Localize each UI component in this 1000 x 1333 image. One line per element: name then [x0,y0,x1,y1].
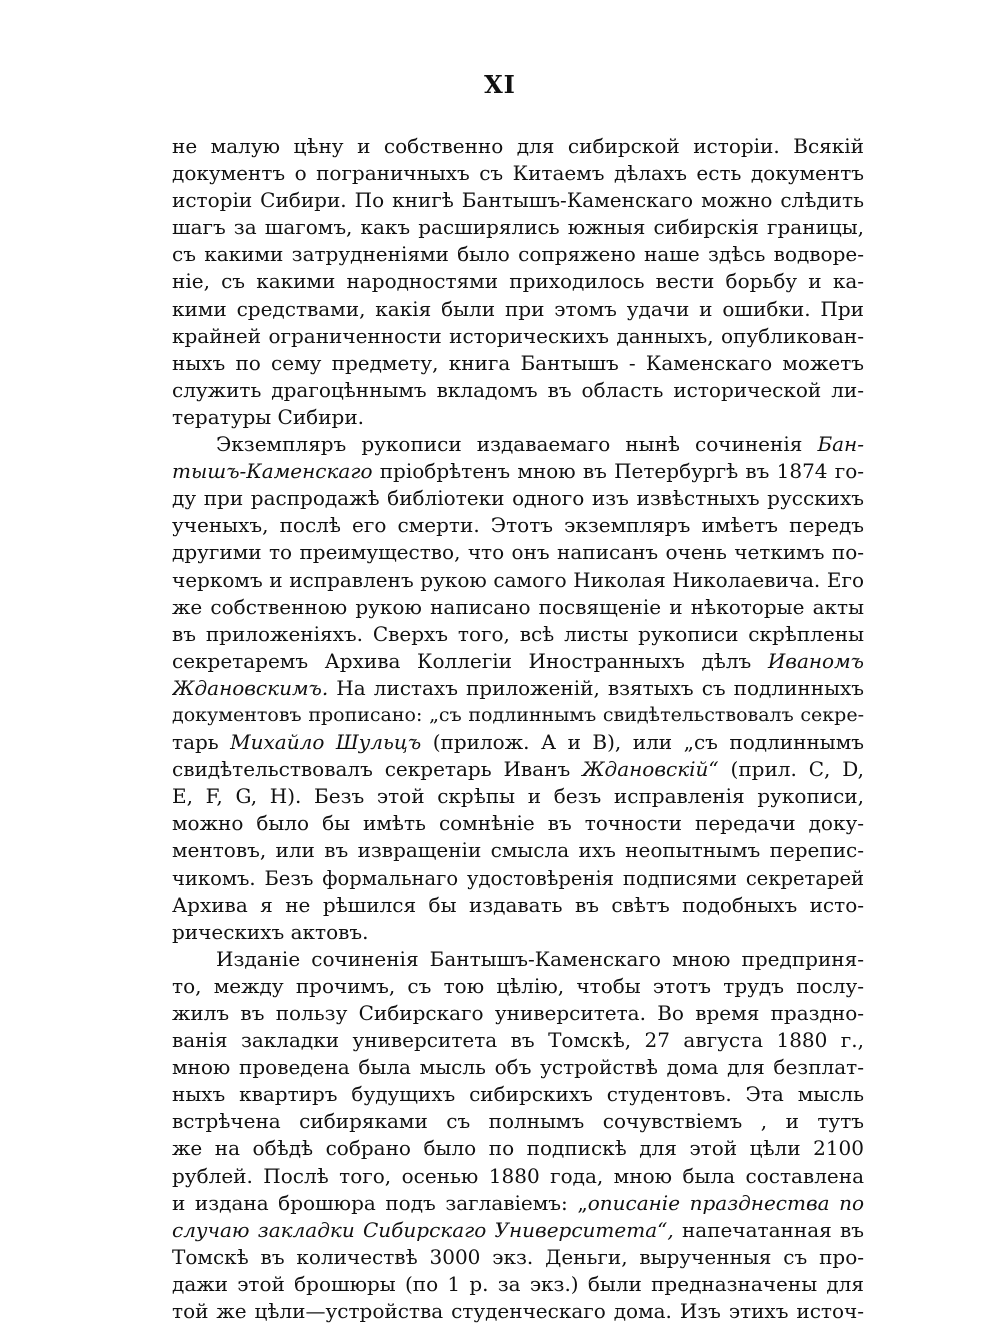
text-line: шагъ за шагомъ, какъ расширялись южныя сибирскія границы, [172,215,864,240]
text-line: тарь Михайло Шульцъ (прилож. А и В), или „съ подлиннымъ [172,730,864,755]
text-line: Томскѣ въ количествѣ 3000 экз. Деньги, вырученныя съ про- [172,1244,864,1269]
text-line: той же цѣли—устройства студенческаго дома. Изъ этихъ источ- [172,1299,864,1324]
text-line: Изданіе сочиненія Бантышъ-Каменскаго мною предприня- [216,946,864,971]
page-number: XI [484,70,516,99]
text-line: случаю закладки Сибирскаго Университета“, напечатанная въ [172,1217,864,1242]
text-line: встрѣчена сибиряками съ полнымъ сочувствіемъ , и тутъ [172,1109,864,1134]
italic-text: Ждановскимъ. [172,675,329,700]
text-line: секретаремъ Архива Коллегіи Иностранныхъ дѣлъ Иваномъ [172,648,864,673]
text-line: ментовъ, или въ извращеніи смысла ихъ неопытнымъ перепис- [172,838,864,863]
italic-text: Михайло Шульцъ [230,730,422,755]
text-line: свидѣтельствовалъ секретарь Иванъ Ждановскій“ (прил. С, D, [172,757,864,782]
text-line: ныхъ по сему предмету, книга Бантышъ - Каменскаго можетъ [172,350,864,375]
text-line: черкомъ и исправленъ рукою самого Николая Николаевича. Его [172,567,864,592]
text-line: не малую цѣну и собственно для сибирской исторіи. Всякій [172,134,864,158]
body-text [172,133,864,1325]
italic-text: тышъ-Каменскаго [172,459,373,484]
text-line: Ждановскимъ. На листахъ приложеній, взятыхъ съ подлинныхъ [172,675,864,700]
text-line: ныхъ квартиръ будущихъ сибирскихъ студентовъ. Эта мысль [172,1082,864,1107]
italic-text: Бан- [817,432,864,457]
text-line: ванія закладки университета въ Томскѣ, 27 августа 1880 г., [172,1028,864,1053]
text-line: E, F, G, H). Безъ этой скрѣпы и безъ исправленія рукописи, [172,784,864,809]
text-line: дажи этой брошюры (по 1 р. за экз.) были предназначены для [172,1271,864,1296]
text-line: можно было бы имѣть сомнѣніе въ точности передачи доку- [172,811,864,836]
text-line: тышъ-Каменскаго пріобрѣтенъ мною въ Петербургѣ въ 1874 го- [172,459,864,484]
text-line: служить драгоцѣннымъ вкладомъ въ область исторической ли- [172,377,864,402]
text-line: и издана брошюра подъ заглавіемъ: „описаніе празднества по [172,1190,864,1215]
text-line: же на обѣдѣ собрано было по подпискѣ для этой цѣли 2100 [172,1136,864,1161]
text-line: другими то преимущество, что онъ написанъ очень четкимъ по- [172,540,864,565]
italic-text: описаніе празднества по [587,1190,864,1215]
text-line: тературы Сибири. [172,404,365,429]
text-line: ду при распродажѣ библіотеки одного изъ извѣстныхъ русскихъ [172,486,864,511]
text-line: мною проведена была мысль объ устройствѣ дома для безплат- [172,1055,864,1080]
text-line: въ приложеніяхъ. Сверхъ того, всѣ листы рукописи скрѣплены [172,621,864,646]
italic-text: Ждановскій“ [582,757,719,782]
text-line: крайней ограниченности историческихъ данныхъ, опубликован- [172,323,864,348]
text-line: рическихъ актовъ. [172,919,369,944]
text-line: то, между прочимъ, съ тою цѣлію, чтобы этотъ трудъ послу- [172,973,864,998]
text-line: исторіи Сибири. По книгѣ Бантышъ-Каменскаго можно слѣдить [172,188,864,213]
text-line: жилъ въ пользу Сибирскаго университета. Во время праздно- [172,1001,864,1025]
text-line: документъ о пограничныхъ съ Китаемъ дѣлахъ есть документъ [172,161,864,186]
text-line: же собственною рукою написано посвященіе и нѣкоторые акты [172,594,864,619]
italic-text: Иваномъ [767,648,864,673]
text-line: кими средствами, какія были при этомъ удачи и ошибки. При [172,296,864,321]
text-line: ученыхъ, послѣ его смерти. Этотъ экземпляръ имѣетъ передъ [172,513,864,538]
text-line: чикомъ. Безъ формальнаго удостовѣренія подписями секретарей [172,866,864,890]
text-line: ніе, съ какими народностями приходилось вести борьбу и ка- [172,269,864,294]
text-line: Архива я не рѣшился бы издавать въ свѣтъ подобныхъ исто- [172,892,864,917]
text-line: рублей. Послѣ того, осенью 1880 года, мною была составлена [172,1163,864,1188]
text-line: съ какими затрудненіями было сопряжено наше здѣсь водворе- [172,242,864,267]
italic-text: случаю закладки Сибирскаго Университета“, [172,1217,674,1242]
text-line: Экземпляръ рукописи издаваемаго нынѣ сочиненія Бан- [216,432,864,457]
text-line: документовъ прописано: „съ подлиннымъ свидѣтельствовалъ секре- [172,703,864,726]
